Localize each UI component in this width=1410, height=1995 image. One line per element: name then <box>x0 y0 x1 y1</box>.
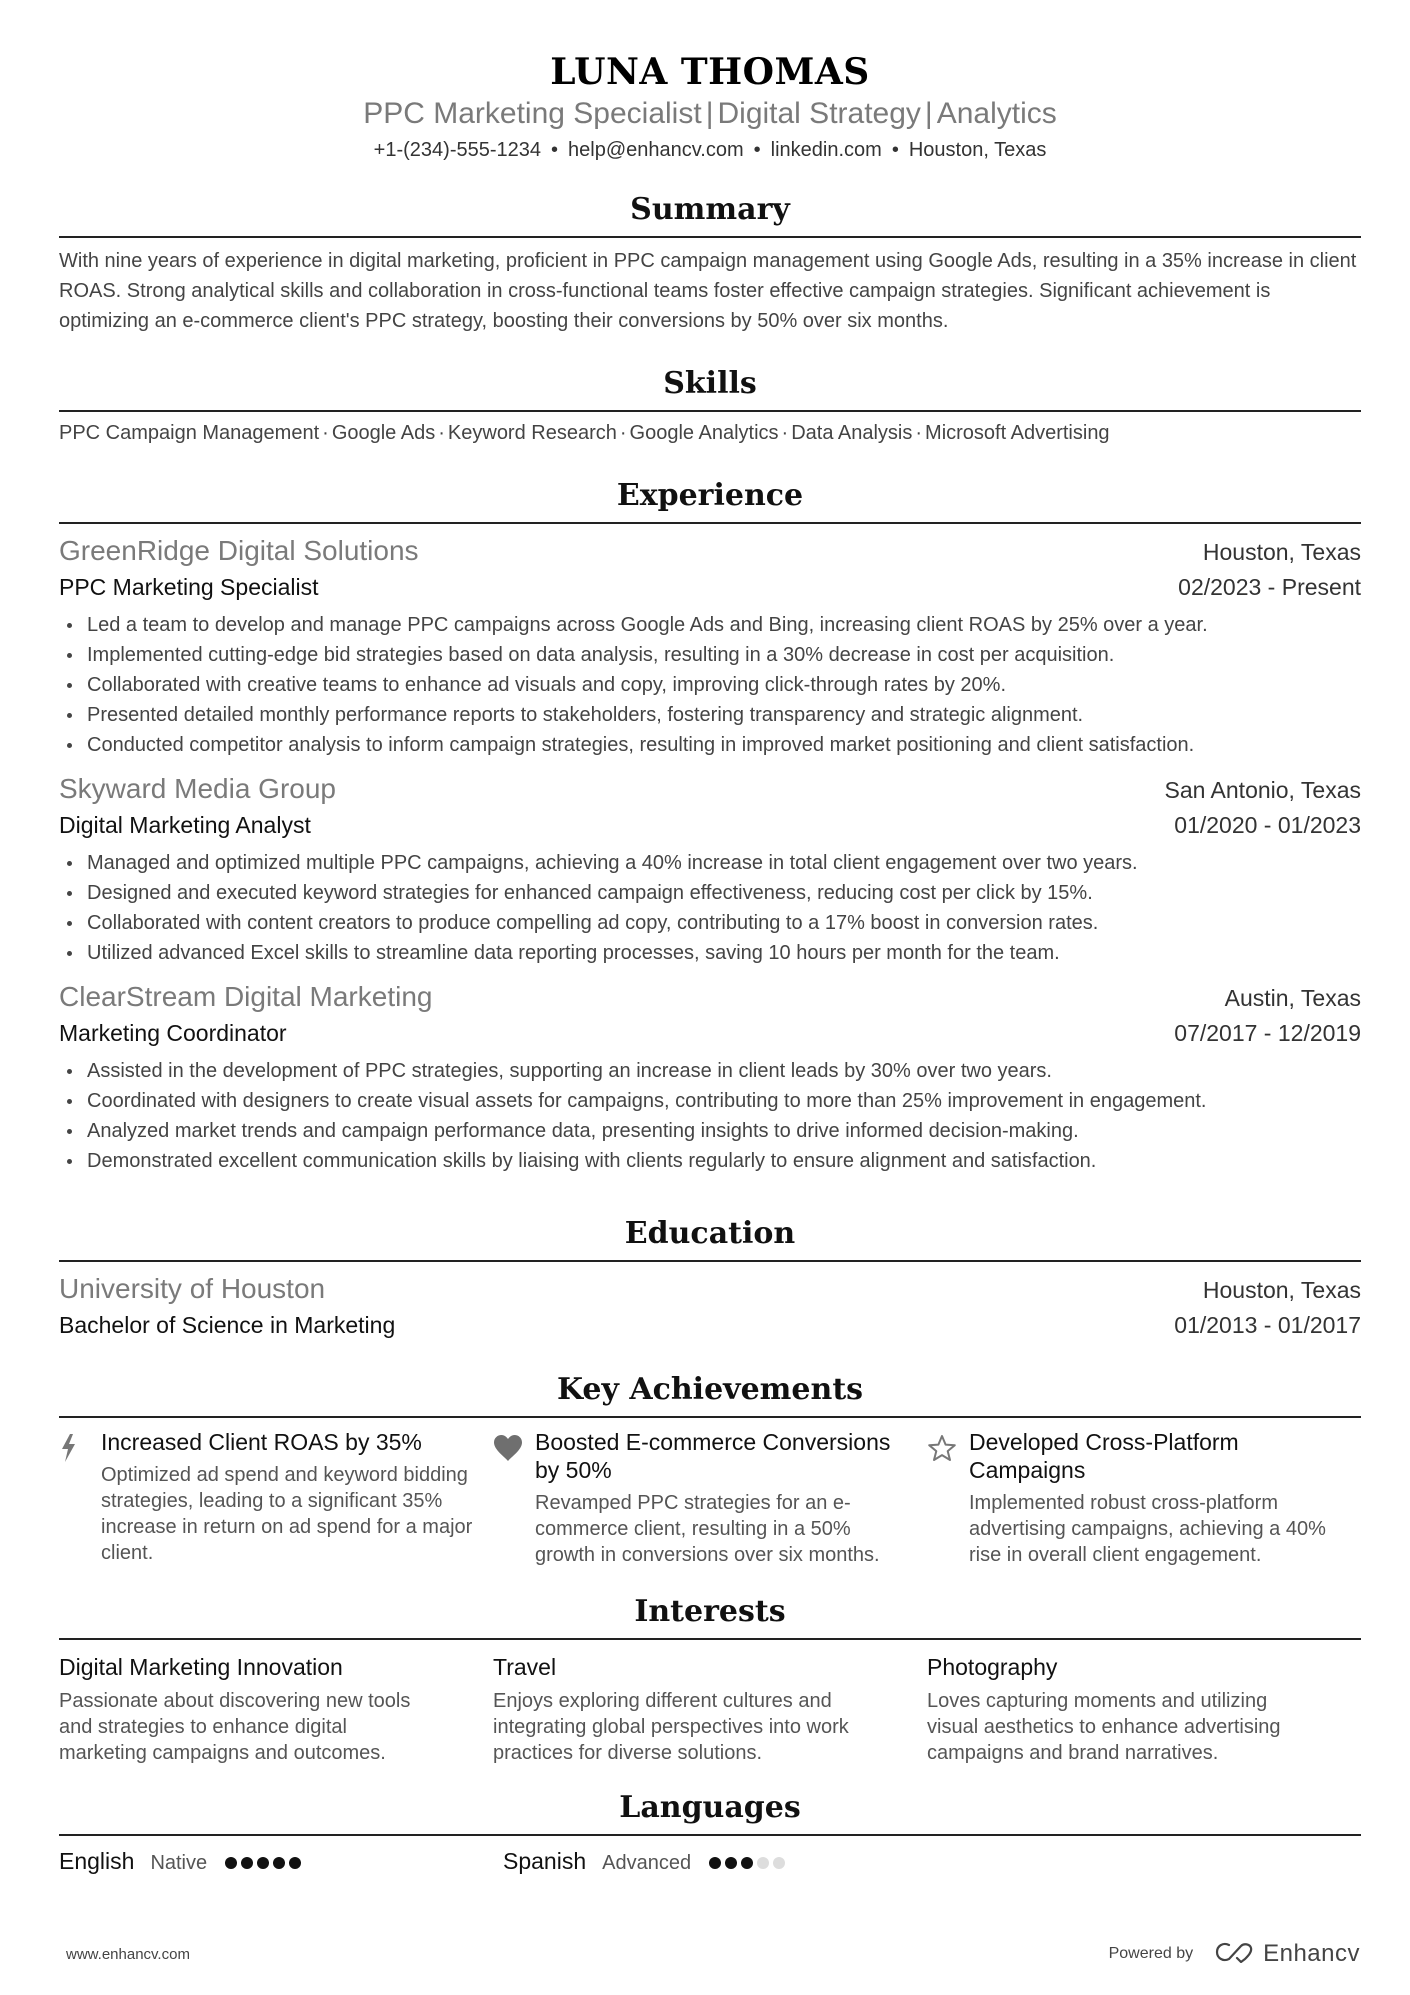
achievement-item <box>493 1428 927 1568</box>
language-name: Spanish <box>503 1848 587 1874</box>
interests-grid <box>59 1650 1361 1766</box>
achievement-title: Increased Client ROAS by 35% <box>101 1429 422 1455</box>
heart-icon <box>493 1428 535 1568</box>
empty-dot-icon <box>757 1857 769 1869</box>
interest-item <box>493 1650 927 1766</box>
bullet-item: Presented detailed monthly performance reports to stakeholders, fostering transparency and strategic alignment. <box>59 700 1361 730</box>
job-location: Austin, Texas <box>1224 985 1361 1011</box>
skill-separator: · <box>619 422 627 444</box>
bullet-item: Analyzed market trends and campaign performance data, presenting insights to drive informed decision-making. <box>59 1116 1361 1146</box>
skill-item: Google Analytics <box>629 422 779 444</box>
section-title-interests: Interests <box>634 1594 786 1629</box>
summary-section <box>59 190 1361 336</box>
empty-dot-icon <box>773 1857 785 1869</box>
language-name: English <box>59 1848 135 1874</box>
proficiency-dots <box>225 1857 301 1869</box>
skill-separator: · <box>438 422 445 444</box>
brand-name: Enhancv <box>1263 1940 1360 1967</box>
filled-dot-icon <box>225 1857 237 1869</box>
skills-list <box>59 418 1361 448</box>
section-divider <box>59 1260 1361 1262</box>
star-outline-icon <box>927 1428 969 1568</box>
footer-url-link[interactable]: www.enhancv.com <box>66 1945 190 1963</box>
achievement-title: Boosted E-commerce Conversions by 50% <box>535 1429 891 1483</box>
skills-section <box>59 364 1361 448</box>
location: Houston, Texas <box>908 139 1047 161</box>
company-name: Skyward Media Group <box>59 773 337 804</box>
skill-separator: · <box>781 422 789 444</box>
section-divider <box>59 1638 1361 1640</box>
resume-page <box>59 0 1361 1878</box>
interest-description: Loves capturing moments and utilizing visual aesthetics to enhance advertising campaigns and brand narratives. <box>927 1690 1281 1764</box>
headline-separator: | <box>705 97 714 130</box>
achievement-description: Implemented robust cross-platform advertising campaigns, achieving a 40% rise in overall client engagement. <box>969 1492 1326 1566</box>
section-divider <box>59 1416 1361 1418</box>
achievement-title: Developed Cross-Platform Campaigns <box>969 1429 1239 1483</box>
section-title-achievements: Key Achievements <box>556 1372 864 1407</box>
skill-item: PPC Campaign Management <box>59 422 320 444</box>
bullet-item: Managed and optimized multiple PPC campaigns, achieving a 40% increase in total client engagement over two years. <box>59 848 1361 878</box>
school-name: University of Houston <box>59 1273 326 1304</box>
job-bullets <box>59 1056 1361 1176</box>
section-divider <box>59 1834 1361 1836</box>
job-entry <box>59 978 1361 1176</box>
contact-info <box>59 136 1361 164</box>
achievements-grid <box>59 1428 1361 1568</box>
skill-item: Microsoft Advertising <box>925 422 1110 444</box>
skill-item: Data Analysis <box>791 422 913 444</box>
experience-section <box>59 476 1361 1176</box>
job-bullets <box>59 610 1361 760</box>
achievement-item <box>927 1428 1361 1568</box>
job-title: Digital Marketing Analyst <box>59 812 311 838</box>
section-title-summary: Summary <box>630 192 790 227</box>
job-entry <box>59 770 1361 968</box>
interest-title: Travel <box>493 1654 557 1680</box>
bullet-item: Conducted competitor analysis to inform campaign strategies, resulting in improved market positioning and client satisfaction. <box>59 730 1361 760</box>
job-location: San Antonio, Texas <box>1164 777 1361 803</box>
languages-grid <box>59 1844 1361 1878</box>
headline-item: Analytics <box>936 97 1057 130</box>
email-link[interactable]: help@enhancv.com <box>568 139 744 161</box>
education-entry <box>59 1270 1361 1342</box>
powered-by-label: Powered by <box>1108 1945 1194 1962</box>
linkedin-link[interactable]: linkedin.com <box>770 139 882 161</box>
bullet-item: Demonstrated excellent communication skills by liaising with clients regularly to ensure alignment and satisfaction. <box>59 1146 1361 1176</box>
skill-separator: · <box>322 422 329 444</box>
achievement-description: Revamped PPC strategies for an e-commerce client, resulting in a 50% growth in conversions over six months. <box>535 1492 880 1566</box>
bullet-item: Implemented cutting-edge bid strategies based on data analysis, resulting in a 30% decrease in cost per acquisition. <box>59 640 1361 670</box>
company-name: ClearStream Digital Marketing <box>59 981 433 1012</box>
job-title: PPC Marketing Specialist <box>59 574 319 600</box>
achievement-description: Optimized ad spend and keyword bidding strategies, leading to a significant 35% increase in return on ad spend for a major client. <box>101 1464 473 1564</box>
lightning-bolt-icon <box>59 1428 101 1568</box>
summary-text: With nine years of experience in digital marketing, proficient in PPC campaign management using Google Ads, resulting in a 35% increase in client ROAS. Strong analytical skills and collaboration in cross-functional teams foster effective campaign strategies. Significant achievement is optimizing an e-commerce client's PPC strategy, boosting their conversions by 50% over six months. <box>59 250 1357 332</box>
achievement-item <box>59 1428 493 1568</box>
contact-separator: • <box>891 139 899 161</box>
bullet-item: Designed and executed keyword strategies for enhanced campaign effectiveness, reducing cost per click by 15%. <box>59 878 1361 908</box>
interest-description: Enjoys exploring different cultures and integrating global perspectives into work practices for diverse solutions. <box>493 1690 849 1764</box>
achievements-section <box>59 1370 1361 1568</box>
skill-item: Google Ads <box>331 422 436 444</box>
language-item <box>503 1844 947 1878</box>
school-location: Houston, Texas <box>1202 1277 1361 1303</box>
section-title-education: Education <box>624 1216 796 1251</box>
job-bullets <box>59 848 1361 968</box>
section-title-skills: Skills <box>663 366 757 401</box>
section-title-languages: Languages <box>619 1790 801 1825</box>
section-divider <box>59 410 1361 412</box>
filled-dot-icon <box>289 1857 301 1869</box>
job-dates: 01/2020 - 01/2023 <box>1174 812 1361 838</box>
filled-dot-icon <box>709 1857 721 1869</box>
filled-dot-icon <box>725 1857 737 1869</box>
enhancv-logo-icon <box>1215 1941 1255 1968</box>
job-title: Marketing Coordinator <box>59 1020 287 1046</box>
bullet-item: Collaborated with content creators to produce compelling ad copy, contributing to a 17% boost in conversion rates. <box>59 908 1361 938</box>
candidate-name: LUNA THOMAS <box>550 51 870 93</box>
interest-title: Photography <box>927 1654 1058 1680</box>
job-entry <box>59 532 1361 760</box>
contact-separator: • <box>551 139 559 161</box>
bullet-item: Led a team to develop and manage PPC campaigns across Google Ads and Bing, increasing client ROAS by 25% over a year. <box>59 610 1361 640</box>
skill-separator: · <box>915 422 923 444</box>
page-footer <box>66 1940 1360 1968</box>
interest-description: Passionate about discovering new tools and strategies to enhance digital marketing campaigns and outcomes. <box>59 1690 411 1764</box>
headline-separator: | <box>924 97 933 130</box>
degree: Bachelor of Science in Marketing <box>59 1312 396 1338</box>
headline <box>59 94 1361 134</box>
language-level: Native <box>150 1852 208 1874</box>
interest-title: Digital Marketing Innovation <box>59 1654 343 1680</box>
section-title-experience: Experience <box>616 478 804 513</box>
headline-item: PPC Marketing Specialist <box>363 97 702 130</box>
filled-dot-icon <box>273 1857 285 1869</box>
powered-by <box>1109 1940 1360 1968</box>
job-dates: 02/2023 - Present <box>1178 574 1361 600</box>
section-divider <box>59 236 1361 238</box>
filled-dot-icon <box>257 1857 269 1869</box>
languages-section <box>59 1788 1361 1878</box>
phone[interactable]: +1-(234)-555-1234 <box>373 139 542 161</box>
skill-item: Keyword Research <box>447 422 617 444</box>
headline-item: Digital Strategy <box>717 97 921 130</box>
education-section <box>59 1214 1361 1342</box>
language-level: Advanced <box>602 1852 692 1874</box>
bullet-item: Assisted in the development of PPC strategies, supporting an increase in client leads by 30% over two years. <box>59 1056 1361 1086</box>
resume-header <box>59 0 1361 164</box>
job-location: Houston, Texas <box>1202 539 1361 565</box>
section-divider <box>59 522 1361 524</box>
filled-dot-icon <box>741 1857 753 1869</box>
enhancv-logo[interactable] <box>1215 1940 1360 1968</box>
bullet-item: Coordinated with designers to create visual assets for campaigns, contributing to more than 25% improvement in engagement. <box>59 1086 1361 1116</box>
filled-dot-icon <box>241 1857 253 1869</box>
company-name: GreenRidge Digital Solutions <box>59 535 419 566</box>
interest-item <box>927 1650 1361 1766</box>
language-item <box>59 1844 503 1878</box>
bullet-item: Collaborated with creative teams to enhance ad visuals and copy, improving click-through rates by 20%. <box>59 670 1361 700</box>
job-dates: 07/2017 - 12/2019 <box>1174 1020 1361 1046</box>
proficiency-dots <box>709 1857 785 1869</box>
bullet-item: Utilized advanced Excel skills to streamline data reporting processes, saving 10 hours per month for the team. <box>59 938 1361 968</box>
interest-item <box>59 1650 493 1766</box>
interests-section <box>59 1592 1361 1766</box>
education-dates: 01/2013 - 01/2017 <box>1174 1312 1361 1338</box>
contact-separator: • <box>753 139 761 161</box>
